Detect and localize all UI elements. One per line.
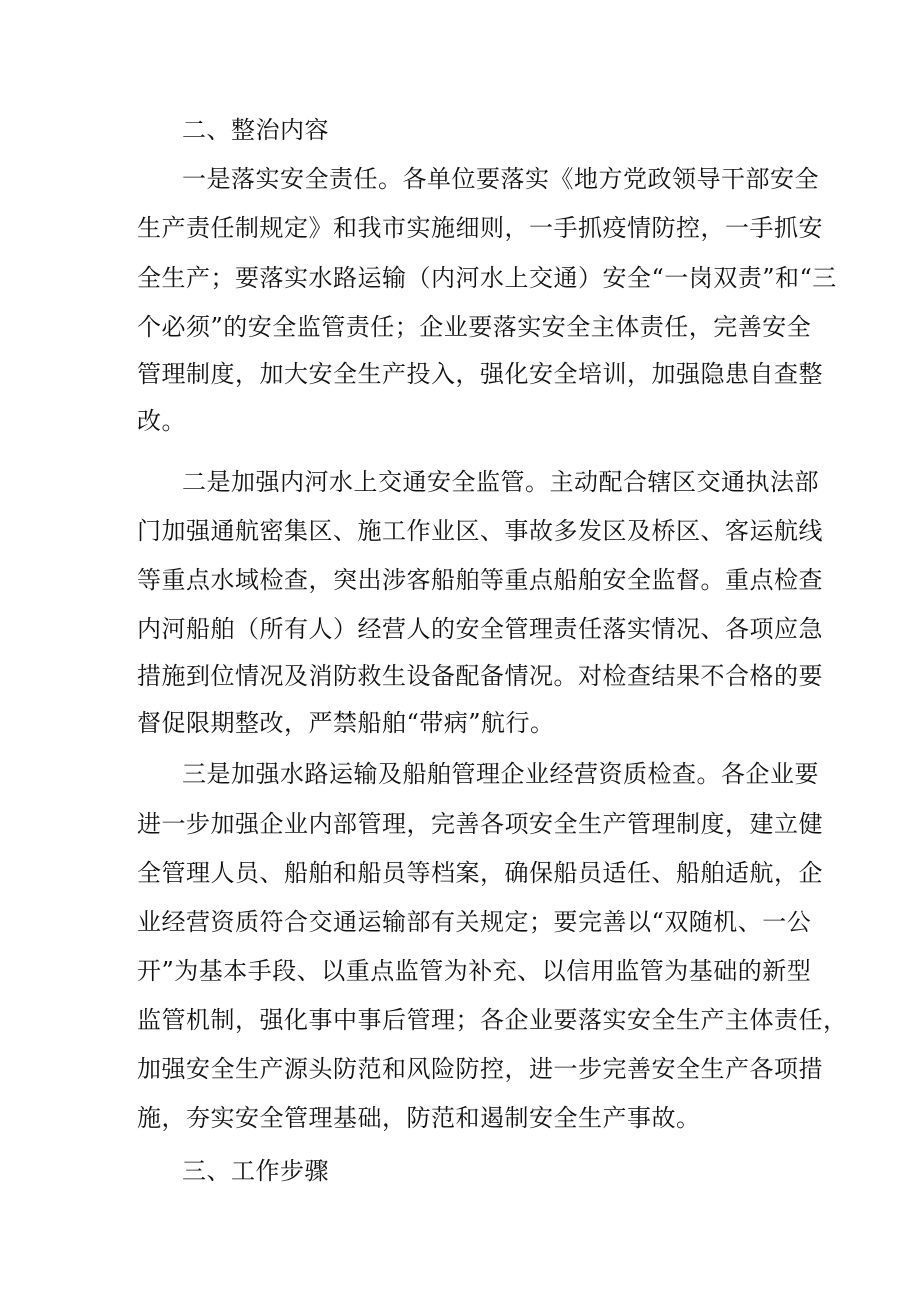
paragraph-1-line-1: 一是落实安全责任。各单位要落实《地方党政领导干部安全 <box>182 165 819 193</box>
paragraph-2-line-3: 等重点水域检查，突出涉客船舶等重点船舶安全监督。重点检查 <box>137 566 823 594</box>
section-heading-2: 二、整治内容 <box>182 116 329 144</box>
paragraph-1-line-5: 管理制度，加大安全生产投入，强化安全培训，加强隐患自查整 <box>137 360 823 388</box>
paragraph-2-line-4: 内河船舶（所有人）经营人的安全管理责任落实情况、各项应急 <box>137 615 823 643</box>
paragraph-3-line-1: 三是加强水路运输及船舶管理企业经营资质检查。各企业要 <box>182 760 819 788</box>
paragraph-3-line-3: 全管理人员、船舶和船员等档案，确保船员适任、船舶适航，企 <box>137 859 823 887</box>
paragraph-3-line-2: 进一步加强企业内部管理，完善各项安全生产管理制度，建立健 <box>137 810 823 838</box>
paragraph-3-line-8: 施，夯实安全管理基础，防范和遏制安全生产事故。 <box>137 1104 701 1132</box>
paragraph-3-line-4: 业经营资质符合交通运输部有关规定；要完善以“双随机、一公 <box>137 908 812 936</box>
paragraph-2-line-5: 措施到位情况及消防救生设备配备情况。对检查结果不合格的要 <box>137 662 823 690</box>
paragraph-2-line-2: 门加强通航密集区、施工作业区、事故多发区及桥区、客运航线 <box>137 517 823 545</box>
paragraph-3-line-7: 加强安全生产源头防范和风险防控，进一步完善安全生产各项措 <box>137 1055 823 1083</box>
paragraph-1-line-3: 全生产；要落实水路运输（内河水上交通）安全“一岗双责”和“三 <box>137 264 837 292</box>
paragraph-1-line-6: 改。 <box>137 407 186 435</box>
paragraph-1-line-4: 个必须”的安全监管责任；企业要落实安全主体责任，完善安全 <box>137 313 812 341</box>
section-heading-3: 三、工作步骤 <box>182 1157 329 1185</box>
paragraph-1-line-2: 生产责任制规定》和我市实施细则，一手抓疫情防控，一手抓安 <box>137 214 823 242</box>
paragraph-2-line-6: 督促限期整改，严禁船舶“带病”航行。 <box>137 709 555 737</box>
paragraph-3-line-5: 开”为基本手段、以重点监管为补充、以信用监管为基础的新型 <box>137 957 812 985</box>
paragraph-2-line-1: 二是加强内河水上交通安全监管。主动配合辖区交通执法部 <box>182 468 819 496</box>
paragraph-3-line-6: 监管机制，强化事中事后管理；各企业要落实安全生产主体责任， <box>137 1006 848 1034</box>
